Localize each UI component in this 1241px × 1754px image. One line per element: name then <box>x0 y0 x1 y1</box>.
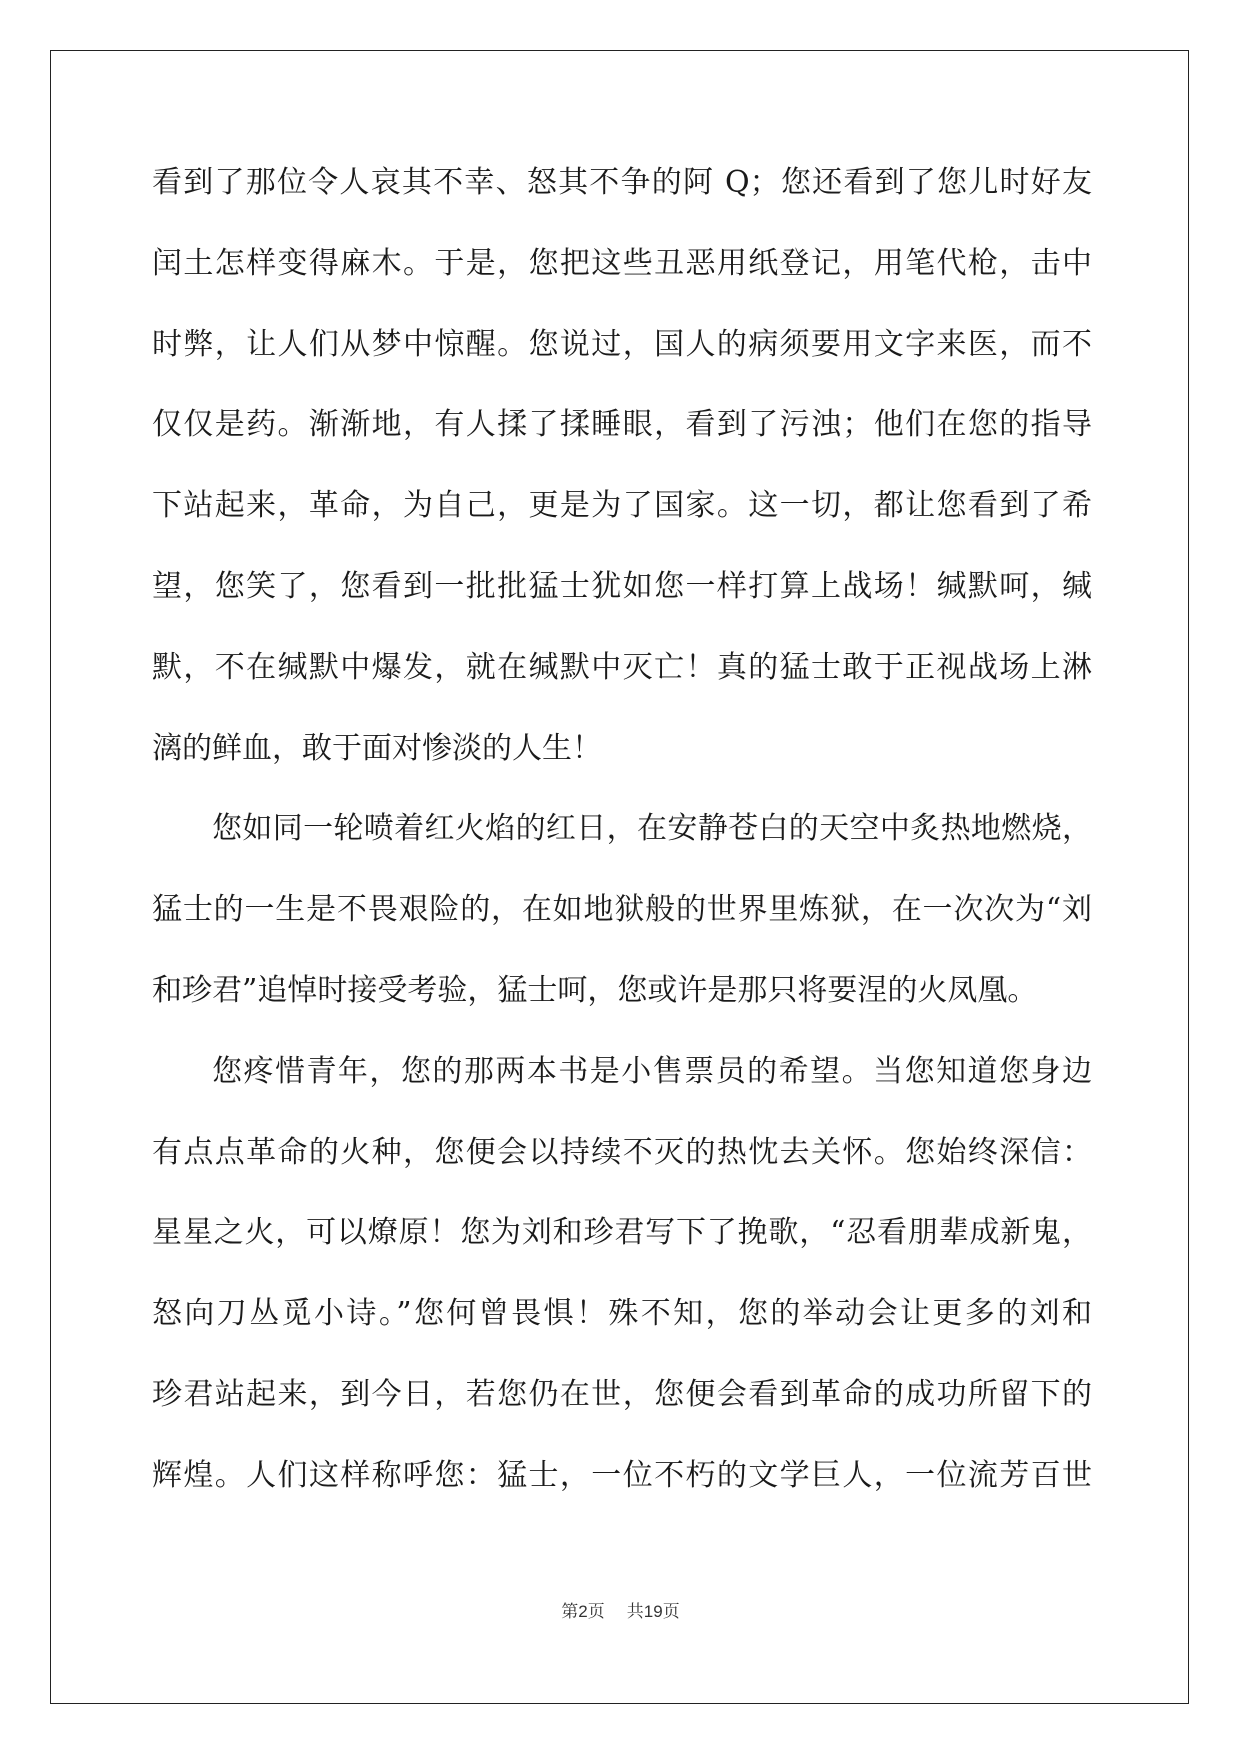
text-line: 有点点革命的火种，您便会以持续不灭的热忱去关怀。您始终深信： <box>152 1134 1092 1170</box>
text-line: 您疼惜青年，您的那两本书是小售票员的希望。当您知道您身边 <box>212 1053 1092 1089</box>
text-line: 默，不在缄默中爆发，就在缄默中灭亡！真的猛士敢于正视战场上淋 <box>152 649 1092 685</box>
text-line: 星星之火，可以燎原！您为刘和珍君写下了挽歌，“忍看朋辈成新鬼， <box>152 1215 1092 1251</box>
text-line: 辉煌。人们这样称呼您：猛士，一位不朽的文学巨人，一位流芳百世 <box>152 1457 1092 1493</box>
text-line: 下站起来，革命，为自己，更是为了国家。这一切，都让您看到了希 <box>152 488 1092 524</box>
total-pages-suffix: 页 <box>662 1602 680 1622</box>
text-line: 您如同一轮喷着红火焰的红日，在安静苍白的天空中炙热地燃烧， <box>212 811 1092 847</box>
text-line: 闰土怎样变得麻木。于是，您把这些丑恶用纸登记，用笔代枪，击中 <box>152 245 1092 281</box>
text-line: 珍君站起来，到今日，若您仍在世，您便会看到革命的成功所留下的 <box>152 1376 1092 1412</box>
total-pages-prefix: 共 <box>626 1602 644 1622</box>
page-number-prefix: 第 <box>561 1602 579 1622</box>
text-line: 望，您笑了，您看到一批批猛士犹如您一样打算上战场！缄默呵，缄 <box>152 568 1092 604</box>
page-footer <box>0 1597 1241 1622</box>
document-body <box>152 162 1092 1536</box>
text-line: 和珍君”追悼时接受考验，猛士呵，您或许是那只将要涅的火凤凰。 <box>152 972 1038 1008</box>
text-line: 猛士的一生是不畏艰险的，在如地狱般的世界里炼狱，在一次次为“刘 <box>152 892 1092 928</box>
text-line: 怒向刀丛觅小诗。”您何曾畏惧！殊不知，您的举动会让更多的刘和 <box>152 1296 1092 1332</box>
text-line: 时弊，让人们从梦中惊醒。您说过，国人的病须要用文字来医，而不 <box>152 326 1092 362</box>
page-number: 2 <box>578 1602 588 1621</box>
total-pages: 19 <box>643 1602 663 1621</box>
page-number-suffix: 页 <box>587 1602 605 1622</box>
text-line: 漓的鲜血，敢于面对惨淡的人生！ <box>152 730 602 766</box>
text-line: 仅仅是药。渐渐地，有人揉了揉睡眼，看到了污浊；他们在您的指导 <box>152 407 1092 443</box>
text-line: 看到了那位令人哀其不幸、怒其不争的阿 Q；您还看到了您儿时好友 <box>152 165 1092 200</box>
